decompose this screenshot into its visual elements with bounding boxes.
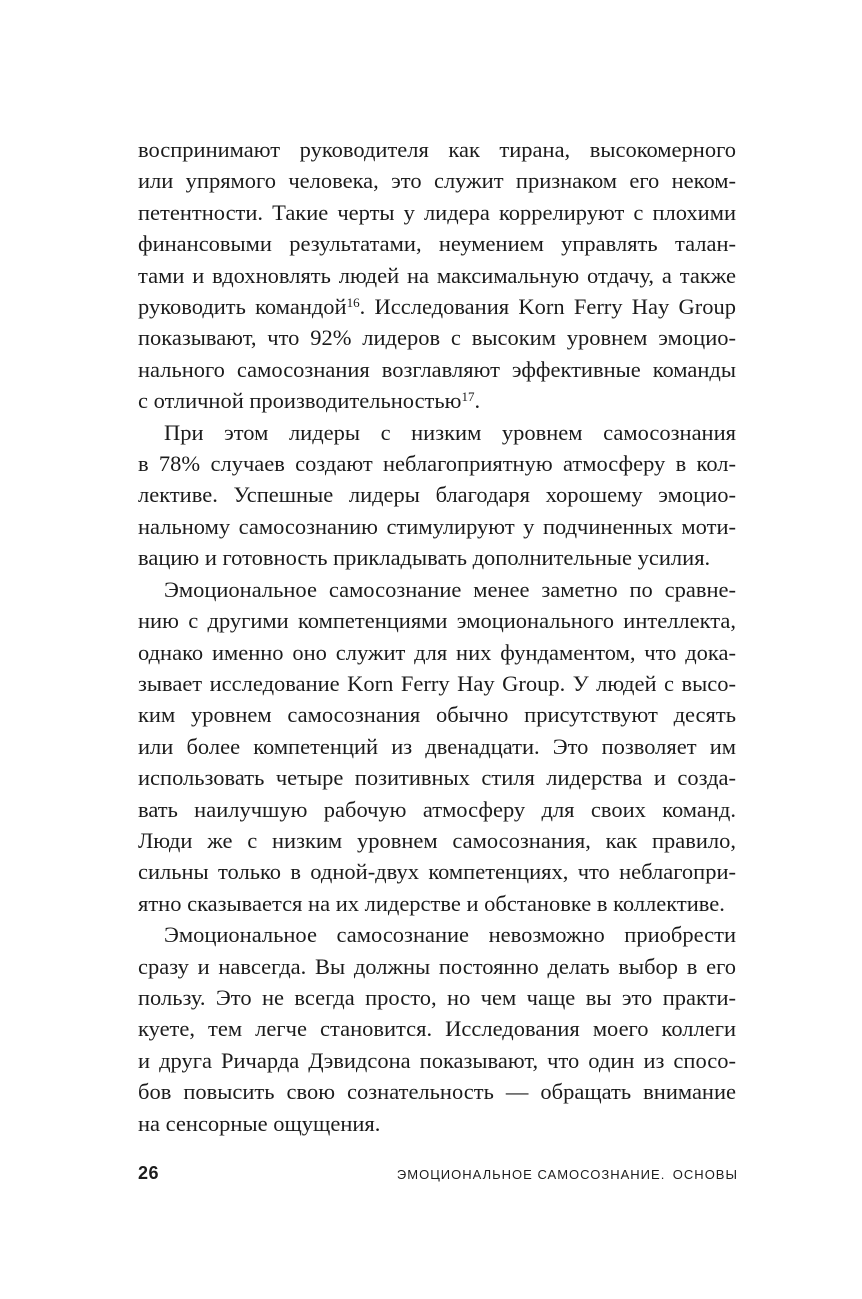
text-line: однако именно оно служит для них фундаментом, что дока- bbox=[138, 639, 736, 665]
text-line: и друга Ричарда Дэвидсона показывают, что один из спосо- bbox=[138, 1047, 736, 1073]
text-block bbox=[138, 134, 736, 1139]
page-number: 26 bbox=[138, 1163, 160, 1183]
text-line: пользу. Это не всегда просто, но чем чаще вы это практи- bbox=[138, 984, 736, 1010]
text-line: финансовыми результатами, неумением управлять талан- bbox=[138, 231, 736, 257]
text-line: Эмоциональное самосознание невозможно приобрести bbox=[164, 922, 736, 948]
text-line: вацию и готовность прикладывать дополнительные усилия. bbox=[138, 545, 711, 571]
text-line: ятно сказывается на их лидерстве и обстановке в коллективе. bbox=[138, 890, 725, 916]
text-line: петентности. Такие черты у лидера коррелируют с плохими bbox=[138, 199, 736, 225]
page-footer bbox=[138, 1163, 738, 1184]
text-line: нальному самосознанию стимулируют у подчиненных моти- bbox=[138, 513, 736, 539]
text-line: Люди же с низким уровнем самосознания, как правило, bbox=[138, 827, 736, 853]
text-line: или упрямого человека, это служит признаком его неком- bbox=[138, 168, 736, 194]
text-line: сильны только в одной-двух компетенциях, что неблагопри- bbox=[138, 859, 736, 885]
text-line: воспринимают руководителя как тирана, высокомерного bbox=[138, 137, 736, 162]
text-line: тами и вдохновлять людей на максимальную отдачу, а также bbox=[138, 262, 736, 288]
running-title: ЭМОЦИОНАЛЬНОЕ САМОСОЗНАНИЕ. ОСНОВЫ bbox=[396, 1167, 738, 1182]
text-line: на сенсорные ощущения. bbox=[138, 1110, 381, 1136]
text-line: При этом лидеры с низким уровнем самосознания bbox=[164, 419, 736, 445]
footnote-marker: 16 bbox=[346, 295, 360, 311]
paragraph bbox=[138, 134, 736, 417]
text-line: куете, тем легче становится. Исследования моего коллеги bbox=[138, 1016, 736, 1042]
text-line: нального самосознания возглавляют эффективные команды bbox=[138, 356, 736, 382]
text-line: ким уровнем самосознания обычно присутствуют десять bbox=[138, 702, 736, 728]
text-line: бов повысить свою сознательность — обращать внимание bbox=[138, 1079, 736, 1105]
text-line: использовать четыре позитивных стиля лидерства и созда- bbox=[138, 765, 736, 791]
text-line: вать наилучшую рабочую атмосферу для своих команд. bbox=[138, 796, 736, 822]
text-line: в 78% случаев создают неблагоприятную атмосферу в кол- bbox=[138, 451, 736, 477]
text-line: показывают, что 92% лидеров с высоким уровнем эмоцио- bbox=[138, 325, 736, 351]
text-line: лективе. Успешные лидеры благодаря хорошему эмоцио- bbox=[138, 482, 736, 508]
text-line: сразу и навсегда. Вы должны постоянно делать выбор в его bbox=[138, 953, 736, 979]
paragraph bbox=[138, 919, 736, 1139]
text-line: с отличной производительностью$^{17}$. bbox=[138, 388, 481, 414]
paragraph bbox=[138, 574, 736, 919]
paragraph bbox=[138, 417, 736, 574]
text-line: нию с другими компетенциями эмоционального интеллекта, bbox=[138, 608, 736, 634]
footnote-marker: 17 bbox=[461, 389, 475, 405]
text-line: или более компетенций из двенадцати. Это позволяет им bbox=[138, 733, 736, 759]
text-line: Эмоциональное самосознание менее заметно по сравне- bbox=[164, 576, 736, 602]
text-line: руководить командой$^{16}$. Исследования Korn Ferry Hay Group bbox=[138, 294, 737, 320]
text-line: зывает исследование Korn Ferry Hay Group. У людей с высо- bbox=[138, 670, 736, 696]
